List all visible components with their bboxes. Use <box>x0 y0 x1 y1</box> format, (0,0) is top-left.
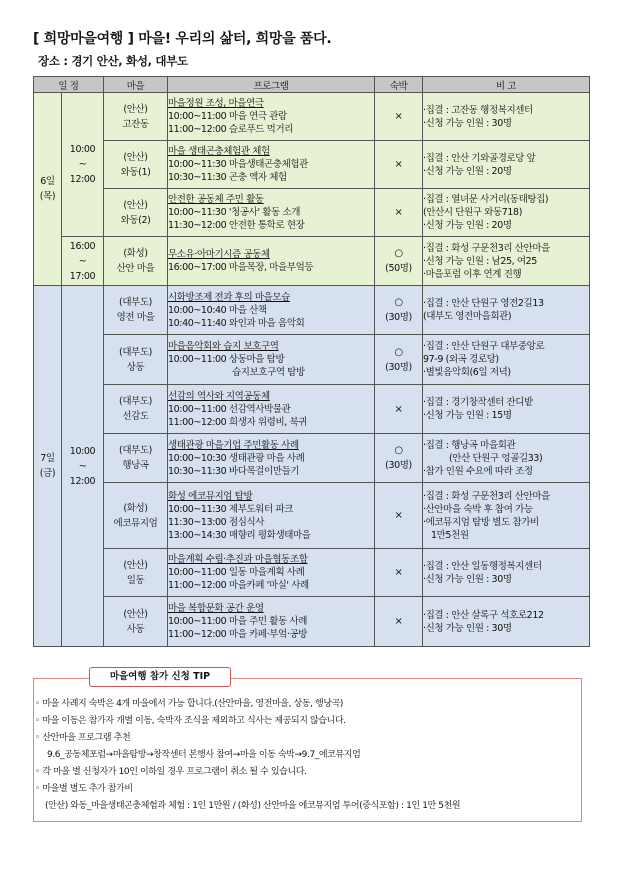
day-label: 7일 <box>40 453 55 464</box>
program-line: 10:00~11:30 마을생태곤충체험관 <box>168 159 308 170</box>
program-cell <box>168 189 375 237</box>
program-line: 10:00~11:00 마을 주민 활동 사례 <box>168 616 308 627</box>
tip-list <box>35 696 460 815</box>
note-cell <box>423 141 590 189</box>
program-title: 마을음악회와 습지 보호구역 <box>168 341 279 352</box>
note-line: ·에코뮤지엄 탐방 별도 참가비 <box>423 516 539 528</box>
program-line: 10:00~11:30 제부도워터 파크 <box>168 503 293 515</box>
time-sep: ~ <box>78 460 87 472</box>
table-header-row <box>34 77 590 93</box>
village-region: (안산) <box>123 559 148 571</box>
village-name: 사동 <box>126 623 145 635</box>
stay-mark: ○ <box>394 248 403 259</box>
program-title: 마을계획 수립·추진과 마을협동조합 <box>168 554 308 565</box>
village-name: 에코뮤지엄 <box>113 517 158 529</box>
village-cell <box>104 597 168 647</box>
program-cell <box>168 385 375 434</box>
village-cell <box>104 93 168 141</box>
note-cell <box>423 237 590 286</box>
tip-label: 마을여행 참가 신청 TIP <box>89 667 231 687</box>
time-start: 16:00 <box>69 240 96 252</box>
tip-line: ◦ 산안마을 프로그램 추천 <box>35 733 131 743</box>
program-line: 16:00~17:00 마을목장, 마을부엌등 <box>168 262 314 273</box>
note-line: (안산시 단원구 와동718) <box>423 207 523 218</box>
time-start: 10:00 <box>69 445 96 457</box>
village-cell <box>104 189 168 237</box>
stay-cell: × <box>375 93 423 141</box>
village-name: 와동(1) <box>120 166 151 178</box>
table-row <box>34 93 590 141</box>
day-weekday: (금) <box>39 468 56 479</box>
stay-cell: × <box>375 141 423 189</box>
village-name: 와동(2) <box>120 214 151 226</box>
program-cell <box>168 237 375 286</box>
stay-capacity: (30명) <box>385 460 412 471</box>
program-line: 11:30~12:00 안전한 통학로 현장 <box>168 220 305 231</box>
program-cell <box>168 549 375 597</box>
stay-cell <box>375 286 423 335</box>
time-cell <box>62 237 104 286</box>
stay-cell: × <box>375 549 423 597</box>
time-cell <box>62 93 104 237</box>
note-line: ·신청 가능 인원 : 30명 <box>423 622 512 634</box>
note-line: ·집결 : 안산 단원구 대부중앙로 <box>423 341 545 352</box>
table-row <box>34 434 590 483</box>
note-line: ·집결 : 경기창작센터 잔디밭 <box>423 397 533 408</box>
note-line: ·집결 : 화성 구문천3리 산안마을 <box>423 490 550 502</box>
program-line: 10:00~11:00 상동마을 탐방 <box>168 354 285 365</box>
stay-mark: ○ <box>394 297 403 308</box>
village-region: (안산) <box>123 608 148 620</box>
note-line: ·집결 : 안산 단원구 영전2길13 <box>423 298 544 309</box>
program-cell <box>168 141 375 189</box>
note-line: 97-9 (외곡 경로당) <box>423 354 499 365</box>
village-cell <box>104 549 168 597</box>
header-program: 프로그램 <box>168 77 375 93</box>
village-cell <box>104 385 168 434</box>
village-region: (대부도) <box>119 396 152 407</box>
note-cell <box>423 483 590 549</box>
village-name: 행낭곡 <box>122 460 149 471</box>
tip-line: ◦ 마을 사례지 숙박은 4개 마을에서 가능 합니다.(산안마을, 영전마을, 상동, 행낭곡) <box>35 699 344 709</box>
note-cell <box>423 549 590 597</box>
program-title: 안전한 공동체 주민 활동 <box>168 194 264 205</box>
note-line: (안산 단원구 엉골길33) <box>449 452 543 464</box>
header-note: 비 고 <box>423 77 590 93</box>
note-line: ·마을포럼 이후 연계 진행 <box>423 268 522 280</box>
village-region: (화성) <box>123 502 148 514</box>
village-region: (대부도) <box>119 297 152 308</box>
program-cell <box>168 286 375 335</box>
village-region: (대부도) <box>119 445 152 456</box>
note-cell <box>423 286 590 335</box>
village-cell <box>104 335 168 385</box>
table-row <box>34 385 590 434</box>
program-line: 10:30~11:30 바다목걸이만들기 <box>168 465 300 477</box>
stay-cell <box>375 237 423 286</box>
note-cell <box>423 434 590 483</box>
note-line: ·신청 가능 인원 : 20명 <box>423 220 512 231</box>
note-line: ·신청 가능 인원 : 남25, 여25 <box>423 255 537 267</box>
stay-cell: × <box>375 385 423 434</box>
day-weekday: (목) <box>39 191 56 202</box>
village-region: (안산) <box>123 151 148 163</box>
time-cell <box>62 286 104 647</box>
header-schedule: 일 정 <box>34 77 104 93</box>
note-cell <box>423 597 590 647</box>
tip-line: (안산) 와동_마을생태곤충체험과 체험 : 1인 1만원 / (화성) 산안마을 에코뮤지엄 투어(중식포함) : 1인 1만 5천원 <box>45 801 461 811</box>
program-title: 마을 생태곤충체험관 체험 <box>168 146 270 157</box>
program-line: 11:00~12:00 슬로푸드 먹거리 <box>168 124 293 135</box>
table-row <box>34 286 590 335</box>
note-line: ·산안마을 숙박 후 참여 가능 <box>423 503 533 515</box>
note-line: ·집결 : 행낭곡 마을회관 <box>423 439 516 451</box>
program-cell <box>168 335 375 385</box>
table-row <box>34 141 590 189</box>
stay-cell: × <box>375 189 423 237</box>
program-title: 생태관광 마을기업 주민활동 사례 <box>168 439 299 451</box>
program-title: 무소유·아마기시즘 공동체 <box>168 249 270 260</box>
place-line: 장소 : 경기 안산, 화성, 대부도 <box>38 54 188 68</box>
stay-mark: ○ <box>394 445 403 456</box>
program-cell <box>168 434 375 483</box>
village-region: (안산) <box>123 103 148 115</box>
note-line: ·별빛음악회(6일 저녁) <box>423 367 511 378</box>
table-row <box>34 237 590 286</box>
village-name: 선감도 <box>122 411 149 422</box>
note-cell <box>423 93 590 141</box>
note-line: ·집결 : 안산 일동행정복지센터 <box>423 560 542 572</box>
note-line: ·신청 가능 인원 : 30명 <box>423 117 512 129</box>
table-row <box>34 189 590 237</box>
program-title: 화성 에코뮤지엄 탐방 <box>168 490 253 502</box>
time-sep: ~ <box>78 159 87 170</box>
stay-cell: × <box>375 597 423 647</box>
table-row <box>34 597 590 647</box>
program-line: 10:00~11:00 선감역사박물관 <box>168 403 291 415</box>
program-line: 10:00~11:30 '청공사' 활동 소개 <box>168 207 301 218</box>
program-line: 11:00~12:00 마을 카페·부엌·공방 <box>168 629 308 640</box>
program-title: 선감의 역사와 지역공동체 <box>168 390 270 402</box>
time-start: 10:00 <box>69 144 96 155</box>
stay-mark: ○ <box>394 346 403 358</box>
note-line: ·신청 가능 인원 : 15명 <box>423 410 512 421</box>
note-cell <box>423 189 590 237</box>
village-cell <box>104 434 168 483</box>
note-cell <box>423 385 590 434</box>
table-row <box>34 549 590 597</box>
header-stay: 숙박 <box>375 77 423 93</box>
schedule-table <box>33 76 590 647</box>
village-region: (대부도) <box>119 346 152 358</box>
note-line: 1만5천원 <box>431 529 469 541</box>
program-line: 11:30~13:00 점심식사 <box>168 516 265 528</box>
program-cell <box>168 597 375 647</box>
program-line: 13:00~14:30 매향리 평화생태마을 <box>168 529 311 541</box>
note-line: ·신청 가능 인원 : 30명 <box>423 573 512 585</box>
note-line: ·참가 인원 수요에 따라 조정 <box>423 465 533 477</box>
time-sep: ~ <box>78 255 87 267</box>
program-line: 10:00~11:00 마을 연극 관람 <box>168 111 287 122</box>
tip-line: 9.6_공동체포럼→마을탐방→창작센터 본행사 참여→마을 이동 숙박→9.7_에코뮤지엄 <box>47 750 361 760</box>
tip-line: ◦ 각 마을 별 신청자가 10인 이하일 경우 프로그램이 취소 될 수 있습니다. <box>35 767 307 777</box>
note-line: (대부도 영전마을회관) <box>423 311 512 322</box>
day-cell <box>34 286 62 647</box>
program-line: 11:00~12:00 희생자 위령비, 북귀 <box>168 416 308 428</box>
program-line: 10:30~11:30 곤충 액자 체험 <box>168 172 287 183</box>
time-end: 12:00 <box>69 475 96 487</box>
program-line: 11:00~12:00 마을카페 '마실' 사례 <box>168 580 309 591</box>
note-line: ·집결 : 안산 기와골경로당 앞 <box>423 152 536 164</box>
program-cell <box>168 483 375 549</box>
tip-line: ◦ 마을별 별도 추가 참가비 <box>35 784 133 794</box>
program-title: 마을 복합문화 공간 운영 <box>168 603 264 614</box>
note-line: ·집결 : 열녀문 사거리(동태탕집) <box>423 194 549 205</box>
stay-cell: × <box>375 483 423 549</box>
village-cell <box>104 483 168 549</box>
note-line: ·집결 : 고잔동 행정복지센터 <box>423 104 533 116</box>
stay-cell <box>375 335 423 385</box>
stay-cell <box>375 434 423 483</box>
program-title: 시화방조제 전과 후의 마을모습 <box>168 291 290 303</box>
note-line: ·신청 가능 인원 : 20명 <box>423 165 512 177</box>
village-region: (안산) <box>123 199 148 211</box>
program-line: 10:40~11:40 와인과 마을 음악회 <box>168 317 305 329</box>
program-line: 10:00~10:40 마을 산책 <box>168 304 267 316</box>
program-line: 습지보호구역 탐방 <box>232 367 305 378</box>
table-row <box>34 483 590 549</box>
stay-capacity: (50명) <box>385 263 412 274</box>
program-cell <box>168 93 375 141</box>
tip-line: ◦ 마을 이동은 참가자 개별 이동, 숙박자 조식을 제외하고 식사는 제공되지 않습니다. <box>35 716 346 726</box>
village-name: 일동 <box>126 574 145 586</box>
day-cell <box>34 93 62 286</box>
village-name: 상동 <box>126 361 145 373</box>
stay-capacity: (30명) <box>385 361 412 373</box>
village-name: 고잔동 <box>122 118 149 130</box>
time-end: 17:00 <box>69 270 96 282</box>
stay-capacity: (30명) <box>385 312 412 323</box>
table-row <box>34 335 590 385</box>
header-village: 마을 <box>104 77 168 93</box>
program-line: 10:00~11:00 일동 마을계획 사례 <box>168 567 305 578</box>
time-end: 12:00 <box>69 174 96 185</box>
village-cell <box>104 286 168 335</box>
village-cell <box>104 237 168 286</box>
note-line: ·집결 : 화성 구문천3리 산안마을 <box>423 242 550 254</box>
program-line: 10:00~10:30 생태관광 마을 사례 <box>168 452 305 464</box>
village-name: 산안 마을 <box>116 263 155 274</box>
page-title: [ 희망마을여행 ] 마을! 우리의 삶터, 희망을 품다. <box>33 31 332 47</box>
program-title: 마을정원 조성, 마을연극 <box>168 98 264 109</box>
note-line: ·집결 : 안산 살록구 석호로212 <box>423 609 544 621</box>
village-name: 영전 마을 <box>116 312 155 323</box>
day-label: 6일 <box>40 176 55 187</box>
village-region: (화성) <box>123 248 148 259</box>
note-cell <box>423 335 590 385</box>
village-cell <box>104 141 168 189</box>
